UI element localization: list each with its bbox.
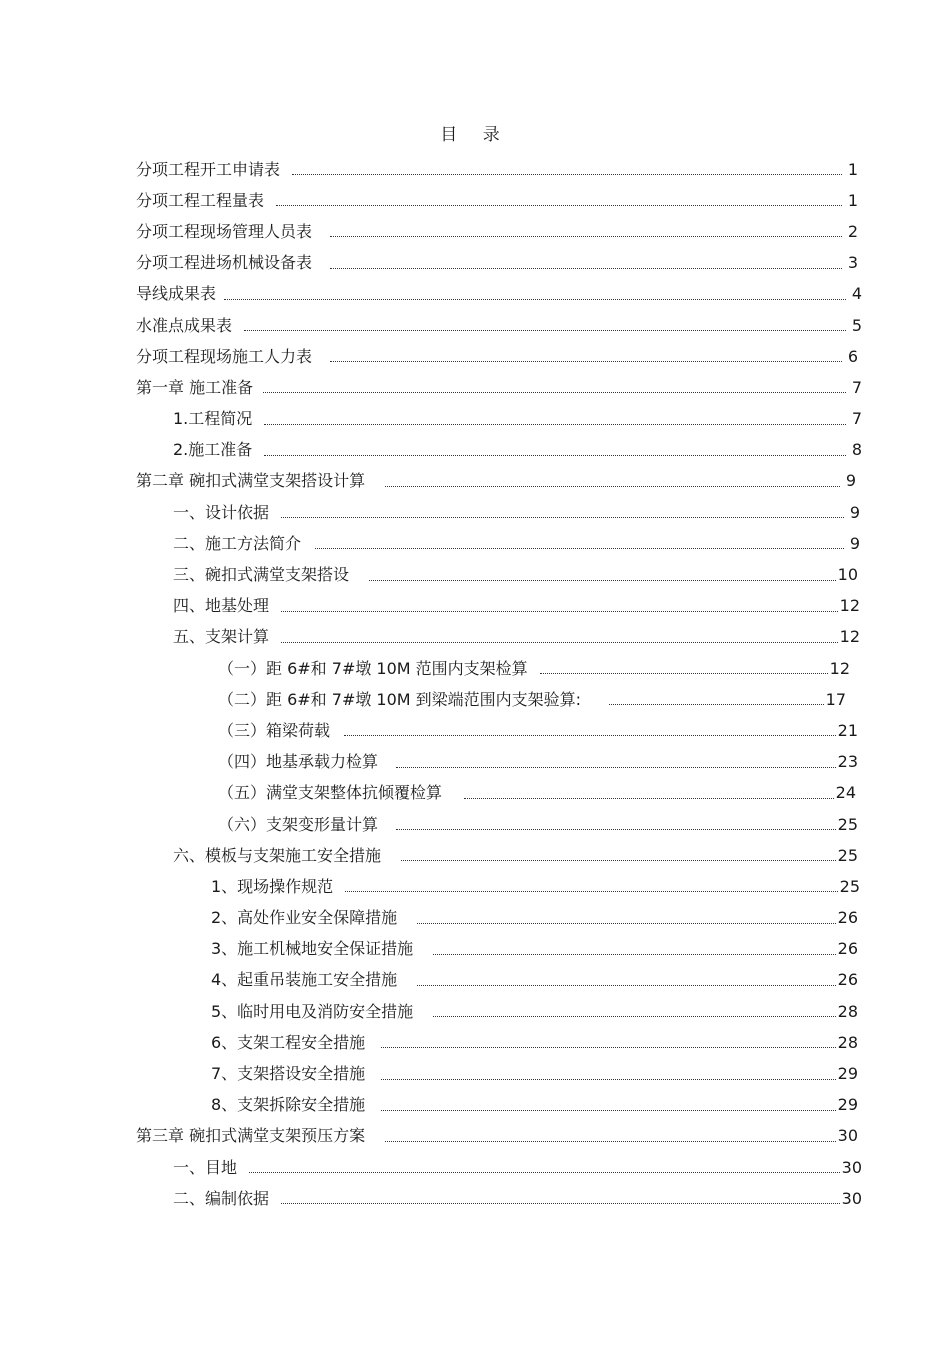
dot-leader <box>396 747 836 768</box>
dot-leader <box>224 279 846 300</box>
toc-entry[interactable] <box>0 248 858 279</box>
toc-entry-page-number: 5 <box>851 315 862 335</box>
dot-leader <box>381 1090 835 1111</box>
toc-entry-page-number: 28 <box>837 1032 858 1052</box>
dot-leader <box>330 341 842 362</box>
toc-entry-label: 二、施工方法简介 <box>173 533 302 553</box>
toc-entry-label: 二、编制依据 <box>173 1188 270 1208</box>
toc-entry[interactable] <box>0 840 858 871</box>
dot-leader <box>401 840 836 861</box>
toc-entry-page-number: 9 <box>849 502 860 522</box>
toc-entry[interactable] <box>0 559 858 590</box>
toc-entry-page-number: 7 <box>851 409 862 429</box>
toc-entry-label: （六）支架变形量计算 <box>218 814 379 834</box>
dot-leader <box>396 809 836 830</box>
toc-entry-label: 第三章 碗扣式满堂支架预压方案 <box>136 1126 366 1146</box>
toc-entry[interactable] <box>0 747 858 778</box>
toc-entry-label: 第二章 碗扣式满堂支架搭设计算 <box>136 471 366 491</box>
toc-entry[interactable] <box>0 279 862 310</box>
toc-entry-page-number: 30 <box>841 1188 862 1208</box>
toc-entry-page-number: 1 <box>847 159 858 179</box>
toc-entry-page-number: 6 <box>847 346 858 366</box>
dot-leader <box>417 965 835 986</box>
toc-entry-label: 水准点成果表 <box>136 315 233 335</box>
toc-entry[interactable] <box>0 404 862 435</box>
toc-entry[interactable] <box>0 809 858 840</box>
toc-entry[interactable] <box>0 310 862 341</box>
toc-entry[interactable] <box>0 1027 858 1058</box>
dot-leader <box>315 528 844 549</box>
dot-leader <box>276 185 842 206</box>
toc-entry-page-number: 10 <box>837 565 858 585</box>
toc-entry[interactable] <box>0 185 858 216</box>
toc-entry-page-number: 25 <box>837 814 858 834</box>
toc-entry-label: 分项工程开工申请表 <box>136 159 281 179</box>
toc-entry-page-number: 24 <box>835 783 856 803</box>
toc-entry-page-number: 8 <box>851 440 862 460</box>
toc-entry-label: 四、地基处理 <box>173 596 270 616</box>
toc-entry-label: 分项工程现场管理人员表 <box>136 221 313 241</box>
toc-entry-page-number: 30 <box>841 1157 862 1177</box>
toc-entry[interactable] <box>0 903 858 934</box>
toc-entry[interactable] <box>0 497 860 528</box>
dot-leader <box>281 622 838 643</box>
toc-entry-label: 1.工程简况 <box>173 409 253 429</box>
dot-leader <box>263 372 846 393</box>
dot-leader <box>249 1152 840 1173</box>
toc-entry-label: （一）距 6#和 7#墩 10M 范围内支架检算 <box>218 658 528 678</box>
dot-leader <box>264 404 846 425</box>
toc-entry[interactable] <box>0 372 862 403</box>
toc-entry-page-number: 21 <box>837 720 858 740</box>
toc-entry-label: 2、高处作业安全保障措施 <box>211 908 398 928</box>
toc-entry-label: 5、临时用电及消防安全措施 <box>211 1001 414 1021</box>
toc-entry-page-number: 29 <box>837 1095 858 1115</box>
toc-entry-page-number: 30 <box>837 1126 858 1146</box>
toc-entry-page-number: 12 <box>839 596 860 616</box>
dot-leader <box>330 248 842 269</box>
toc-entry[interactable] <box>0 622 860 653</box>
dot-leader <box>540 653 828 674</box>
toc-entry-label: 导线成果表 <box>136 284 217 304</box>
dot-leader <box>433 996 835 1017</box>
dot-leader <box>292 154 842 175</box>
toc-entry[interactable] <box>0 684 846 715</box>
toc-entry-label: 6、支架工程安全措施 <box>211 1032 366 1052</box>
toc-entry-page-number: 25 <box>839 876 860 896</box>
toc-entry[interactable] <box>0 934 858 965</box>
toc-entry[interactable] <box>0 528 860 559</box>
dot-leader <box>385 1121 836 1142</box>
toc-title: 目 录 <box>440 125 510 145</box>
toc-entry-label: 第一章 施工准备 <box>136 377 254 397</box>
dot-leader <box>330 216 842 237</box>
toc-entry[interactable] <box>0 466 856 497</box>
toc-entry-label: 7、支架搭设安全措施 <box>211 1064 366 1084</box>
toc-entry-page-number: 9 <box>845 471 856 491</box>
toc-entry[interactable] <box>0 341 858 372</box>
toc-entry-page-number: 3 <box>847 253 858 273</box>
toc-entry-label: 三、碗扣式满堂支架搭设 <box>173 565 350 585</box>
toc-entry-label: 4、起重吊装施工安全措施 <box>211 970 398 990</box>
toc-entry-page-number: 17 <box>825 689 846 709</box>
toc-entry-label: 分项工程工程量表 <box>136 190 265 210</box>
dot-leader <box>417 903 835 924</box>
dot-leader <box>369 560 836 581</box>
toc-entry[interactable] <box>0 778 856 809</box>
toc-entry-label: 一、设计依据 <box>173 502 270 522</box>
toc-entry-label: （四）地基承载力检算 <box>218 752 379 772</box>
toc-entry-page-number: 7 <box>851 377 862 397</box>
dot-leader <box>464 778 834 799</box>
dot-leader <box>281 1183 840 1204</box>
toc-entry-page-number: 12 <box>839 627 860 647</box>
toc-entry-page-number: 23 <box>837 752 858 772</box>
toc-entry-label: （三）箱梁荷载 <box>218 720 331 740</box>
toc-entry[interactable] <box>0 653 850 684</box>
toc-entry-label: 1、现场操作规范 <box>211 876 334 896</box>
toc-entry[interactable] <box>0 1152 862 1183</box>
toc-entry[interactable] <box>0 715 858 746</box>
toc-entry-page-number: 29 <box>837 1064 858 1084</box>
dot-leader <box>609 684 824 705</box>
toc-entry[interactable] <box>0 1183 862 1214</box>
toc-entry[interactable] <box>0 965 858 996</box>
dot-leader <box>345 871 837 892</box>
toc-entry[interactable] <box>0 1121 858 1152</box>
toc-entry[interactable] <box>0 154 858 185</box>
toc-entry-page-number: 9 <box>849 533 860 553</box>
dot-leader <box>281 591 838 612</box>
toc-entry[interactable] <box>0 435 862 466</box>
toc-entry-label: 8、支架拆除安全措施 <box>211 1095 366 1115</box>
toc-entry-label: 分项工程现场施工人力表 <box>136 346 313 366</box>
dot-leader <box>385 466 840 487</box>
toc-entry-page-number: 1 <box>847 190 858 210</box>
dot-leader <box>281 497 844 518</box>
toc-entry-label: 一、目地 <box>173 1157 238 1177</box>
toc-entry-page-number: 28 <box>837 1001 858 1021</box>
toc-entry-label: 六、模板与支架施工安全措施 <box>173 845 382 865</box>
dot-leader <box>264 435 846 456</box>
toc-entry[interactable] <box>0 216 858 247</box>
toc-entry-label: 分项工程进场机械设备表 <box>136 253 313 273</box>
toc-entry[interactable] <box>0 1058 858 1089</box>
toc-entry[interactable] <box>0 1090 858 1121</box>
toc-entry-label: （五）满堂支架整体抗倾覆检算 <box>218 783 443 803</box>
toc-entry-page-number: 4 <box>851 284 862 304</box>
toc-entry-page-number: 26 <box>837 939 858 959</box>
toc-entry-label: 3、施工机械地安全保证措施 <box>211 939 414 959</box>
dot-leader <box>344 715 836 736</box>
dot-leader <box>381 1059 835 1080</box>
dot-leader <box>381 1027 835 1048</box>
toc-entry[interactable] <box>0 996 858 1027</box>
toc-entry-page-number: 2 <box>847 221 858 241</box>
toc-entry-label: 2.施工准备 <box>173 440 253 460</box>
toc-entry[interactable] <box>0 871 860 902</box>
toc-entry-page-number: 12 <box>829 658 850 678</box>
dot-leader <box>433 934 835 955</box>
table-of-contents <box>0 154 950 1214</box>
toc-entry[interactable] <box>0 591 860 622</box>
toc-entry-page-number: 26 <box>837 970 858 990</box>
toc-entry-page-number: 26 <box>837 908 858 928</box>
toc-entry-label: （二）距 6#和 7#墩 10M 到梁端范围内支架验算: <box>218 689 582 709</box>
toc-entry-label: 五、支架计算 <box>173 627 270 647</box>
toc-entry-page-number: 25 <box>837 845 858 865</box>
dot-leader <box>244 310 846 331</box>
